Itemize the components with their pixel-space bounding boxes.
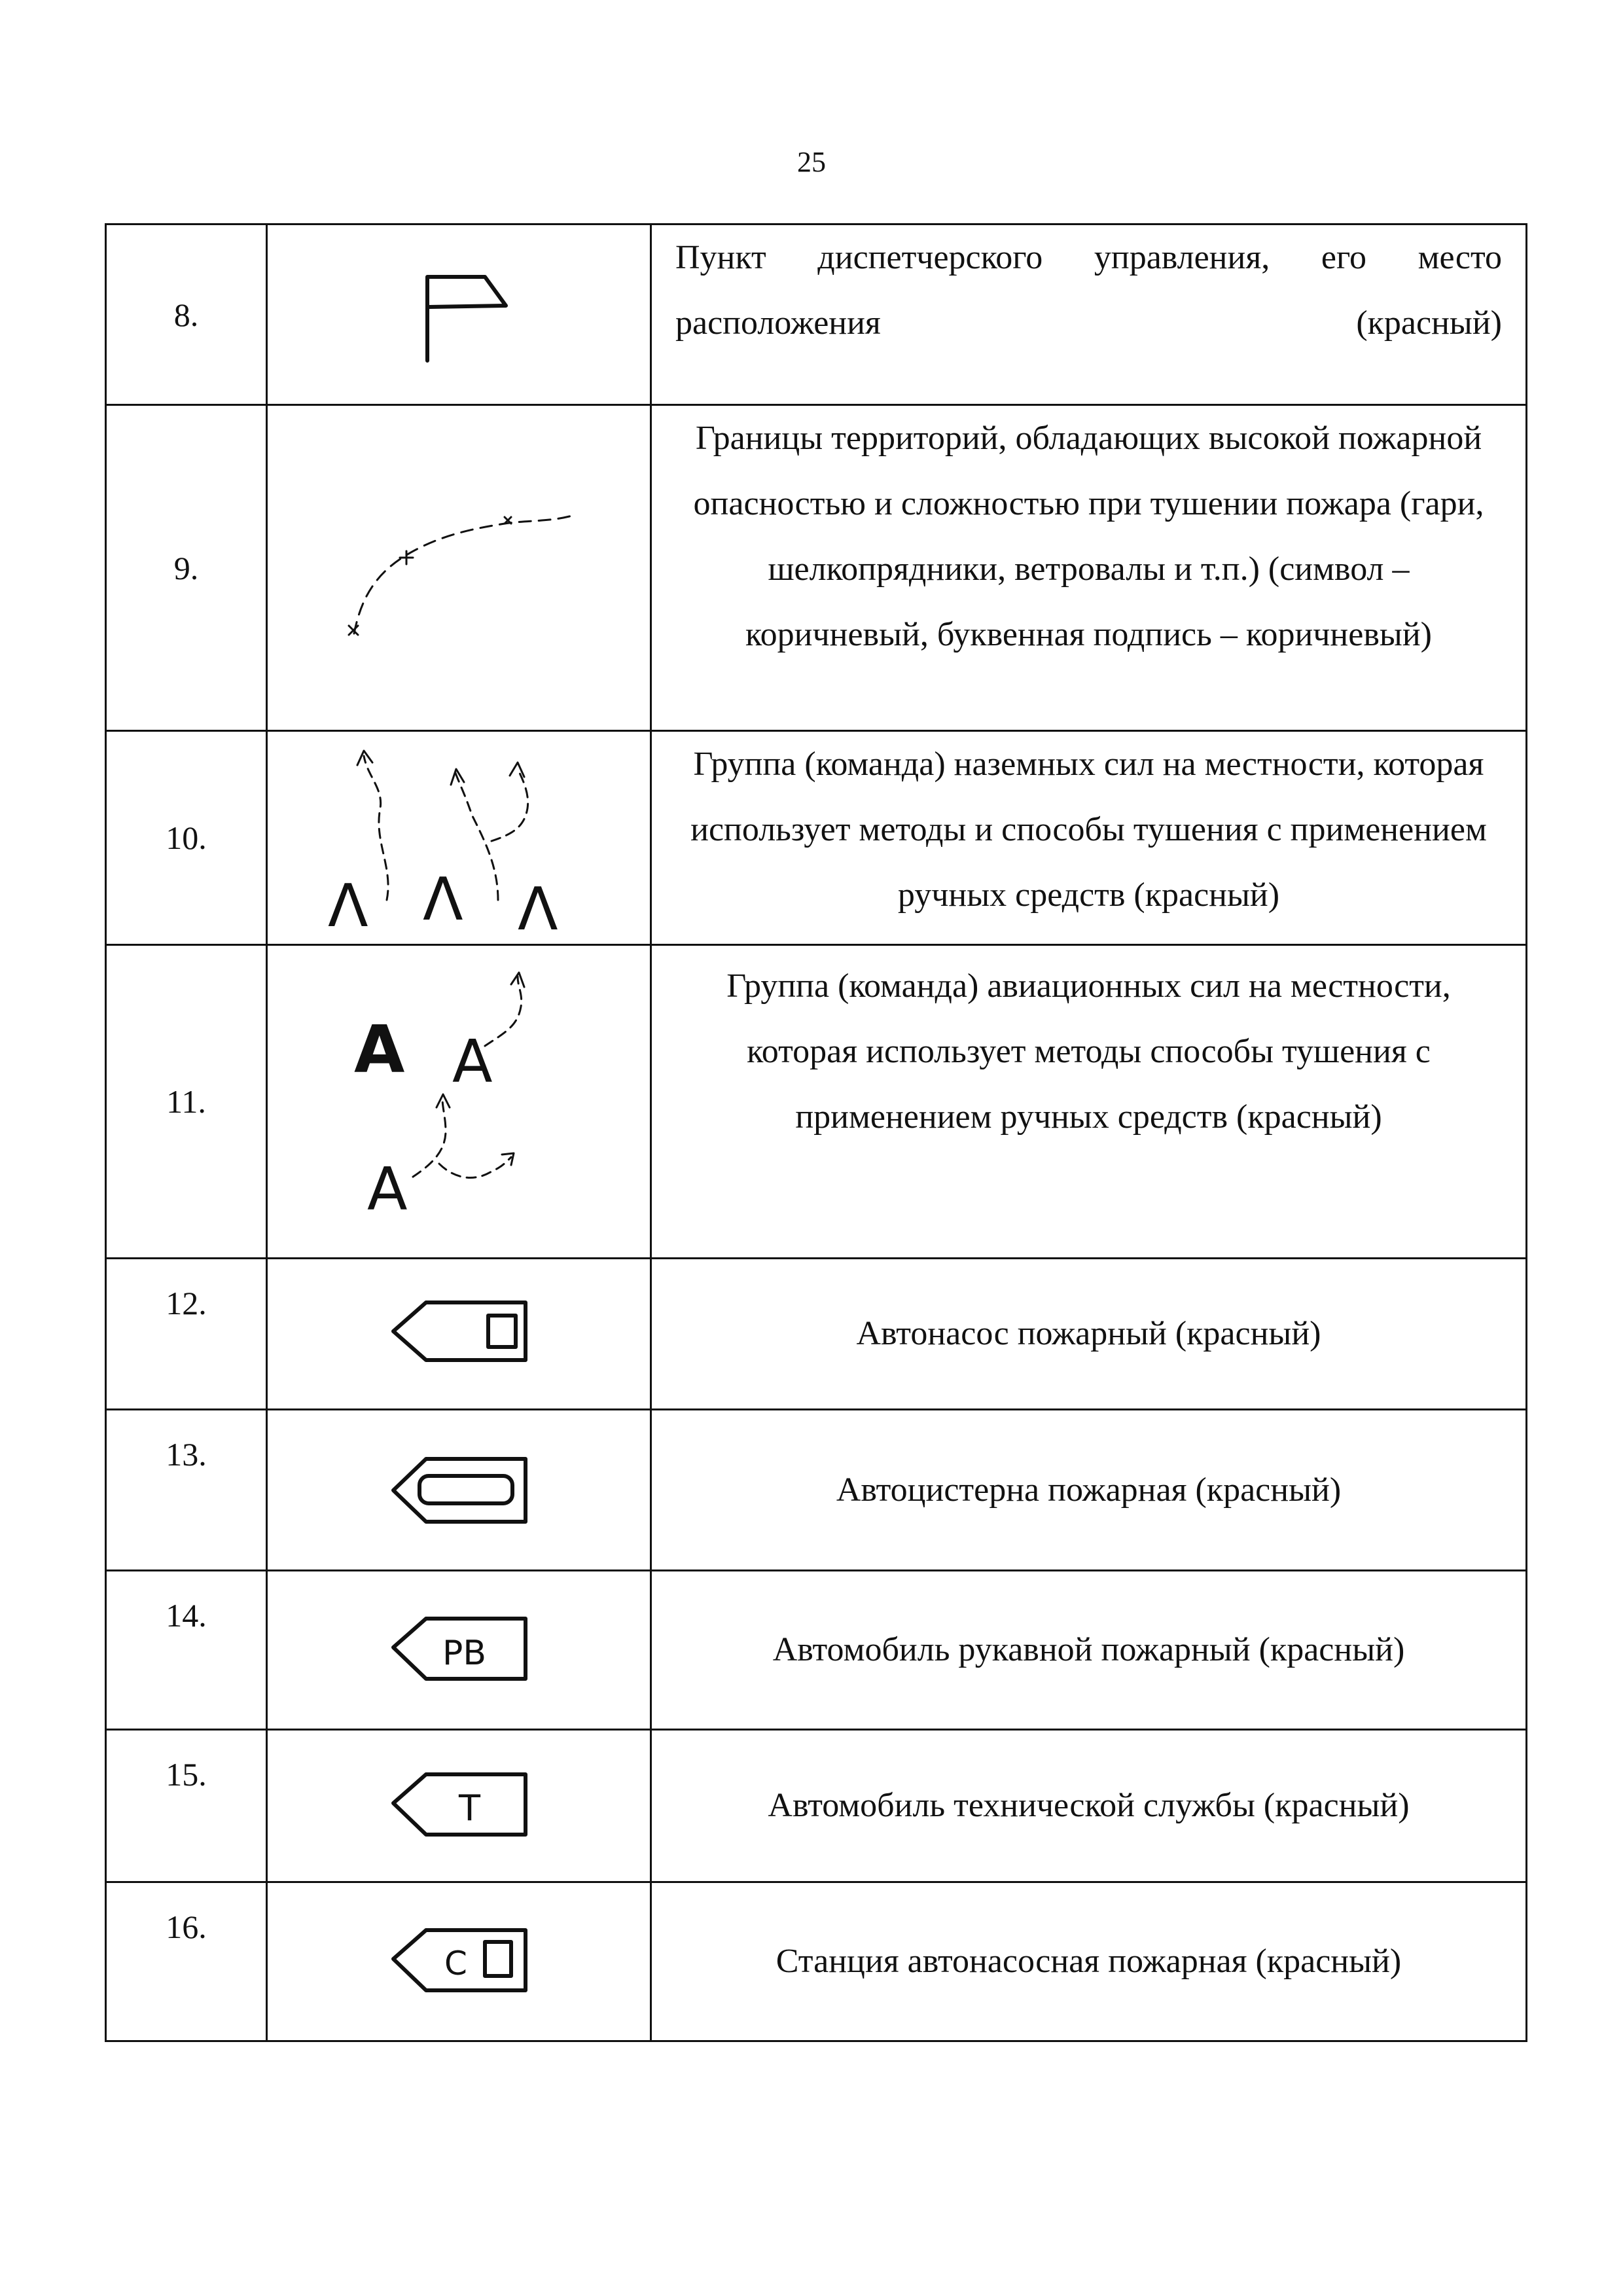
unit-glyph: А xyxy=(354,1011,405,1088)
unit-glyph: Λ xyxy=(518,875,558,939)
fire-pump-truck-icon xyxy=(380,1295,537,1373)
row-number: 10. xyxy=(106,731,267,945)
description-cell xyxy=(651,1730,1527,1882)
unit-glyph: А xyxy=(452,1028,493,1096)
description-text: Станция автонасосная пожарная (красный) xyxy=(776,1943,1402,1980)
description-text: Пункт диспетчерского управления, его место расположения (красный) xyxy=(675,239,1502,342)
symbol-label: С xyxy=(444,1945,467,1982)
dispatch-point-flag-icon xyxy=(393,262,524,367)
table-row xyxy=(106,405,1527,731)
row-number: 9. xyxy=(106,405,267,731)
table-row xyxy=(106,224,1527,405)
symbol-label: Т xyxy=(459,1787,480,1829)
description-text: Автомобиль рукавной пожарный (красный) xyxy=(772,1631,1405,1668)
description-text: Границы территорий, обладающих высокой пожарной опасностью и сложностью при тушении пожара (гари, шелкопрядники, ветровалы и т.п.) (символ – коричневый, буквенная подпись – коричневый) xyxy=(693,420,1484,653)
fire-tank-truck-icon xyxy=(380,1451,537,1530)
row-number: 16. xyxy=(106,1882,267,2041)
aviation-forces-group-icon xyxy=(321,967,596,1236)
symbol-cell xyxy=(267,405,651,731)
row-number: 12. xyxy=(106,1259,267,1410)
description-text: Автонасос пожарный (красный) xyxy=(856,1315,1321,1352)
unit-glyph: Λ xyxy=(423,865,463,934)
row-number: 8. xyxy=(106,224,267,405)
symbol-cell xyxy=(267,1730,651,1882)
description-text: Автоцистерна пожарная (красный) xyxy=(836,1471,1342,1509)
unit-glyph: А xyxy=(367,1155,408,1224)
description-cell xyxy=(651,1410,1527,1571)
symbol-cell xyxy=(267,945,651,1259)
symbol-cell xyxy=(267,731,651,945)
symbol-cell xyxy=(267,1882,651,2041)
row-number: 13. xyxy=(106,1410,267,1571)
symbol-label: РВ xyxy=(442,1634,487,1673)
row-number: 14. xyxy=(106,1571,267,1730)
table-row xyxy=(106,1882,1527,2041)
page-number: 25 xyxy=(797,146,826,178)
symbol-cell xyxy=(267,1410,651,1571)
ground-forces-group-icon xyxy=(302,736,616,939)
symbols-table xyxy=(105,223,1527,2042)
table-row xyxy=(106,731,1527,945)
description-cell xyxy=(651,1882,1527,2041)
symbol-cell xyxy=(267,1571,651,1730)
pump-station-icon xyxy=(380,1922,537,2001)
high-hazard-boundary-line-icon xyxy=(315,483,603,653)
table-row xyxy=(106,1730,1527,1882)
description-cell xyxy=(651,224,1527,405)
description-text: Автомобиль технической службы (красный) xyxy=(768,1787,1410,1824)
description-text: Группа (команда) авиационных сил на местности, которая использует методы способы тушения с применением ручных средств (красный) xyxy=(726,967,1451,1136)
table-row xyxy=(106,1259,1527,1410)
unit-glyph: Λ xyxy=(328,872,368,939)
symbol-cell xyxy=(267,1259,651,1410)
table-row xyxy=(106,1571,1527,1730)
description-text: Группа (команда) наземных сил на местности, которая использует методы и способы тушения с применением ручных средств (красный) xyxy=(690,745,1487,914)
technical-service-truck-icon xyxy=(380,1767,537,1845)
description-cell xyxy=(651,1571,1527,1730)
row-number: 11. xyxy=(106,945,267,1259)
table-row xyxy=(106,945,1527,1259)
description-cell xyxy=(651,945,1527,1259)
description-cell xyxy=(651,731,1527,945)
hose-truck-icon xyxy=(380,1611,537,1689)
description-cell xyxy=(651,405,1527,731)
row-number: 15. xyxy=(106,1730,267,1882)
description-cell xyxy=(651,1259,1527,1410)
symbol-cell xyxy=(267,224,651,405)
table-row xyxy=(106,1410,1527,1571)
